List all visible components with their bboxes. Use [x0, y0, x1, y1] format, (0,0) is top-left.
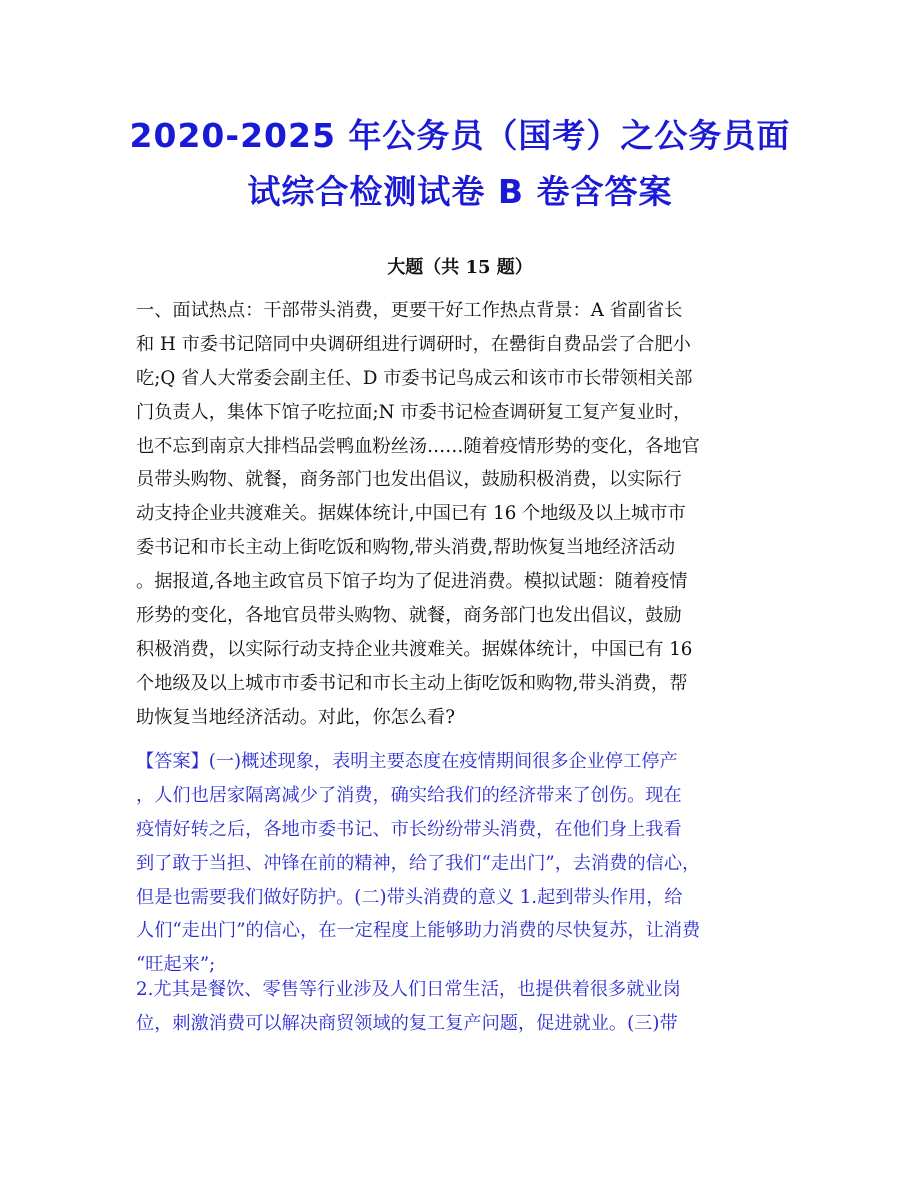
answer-line: 但是也需要我们做好防护。(二)带头消费的意义 1.起到带头作用，给 — [136, 886, 683, 908]
document-title — [120, 108, 800, 220]
question-line: 吃;Q 省人大常委会副主任、D 市委书记鸟成云和该市市长带领相关部 — [136, 367, 693, 389]
question-line: 形势的变化，各地官员带头购物、就餐，商务部门也发出倡议，鼓励 — [136, 605, 682, 627]
question-line: 员带头购物、就餐，商务部门也发出倡议，鼓励积极消费，以实际行 — [136, 469, 682, 491]
question-line: 门负责人，集体下馆子吃拉面;N 市委书记检查调研复工复产复业时， — [136, 401, 692, 423]
question-paragraph — [136, 294, 776, 735]
question-line: 助恢复当地经济活动。对此，你怎么看? — [136, 706, 455, 728]
question-line: 也不忘到南京大排档品尝鸭血粉丝汤……随着疫情形势的变化，各地官 — [136, 435, 700, 457]
answer-line: 到了敢于当担、冲锋在前的精神，给了我们“走出门”，去消费的信心， — [136, 852, 701, 874]
question-line: 积极消费，以实际行动支持企业共渡难关。据媒体统计，中国已有 16 — [136, 638, 693, 660]
answer-line: 疫情好转之后，各地市委书记、市长纷纷带头消费，在他们身上我看 — [136, 818, 682, 840]
answer-line: 【答案】(一)概述现象，表明主要态度在疫情期间很多企业停工停产 — [136, 751, 678, 772]
answer-line: 人们“走出门”的信心，在一定程度上能够助力消费的尽快复苏，让消费 — [136, 920, 701, 942]
answer-line: 位，刺激消费可以解决商贸领域的复工复产问题，促进就业。(三)带 — [136, 1012, 678, 1034]
section-heading: 大题（共 15 题） — [387, 257, 533, 278]
answer-line: “旺起来”; — [136, 954, 216, 976]
title-line-1: 2020-2025 年公务员（国考）之公务员面 — [129, 116, 791, 155]
question-line: 一、面试热点：干部带头消费，更要干好工作热点背景：A 省副省长 — [136, 300, 683, 321]
question-line: 个地级及以上城市市委书记和市长主动上街吃饭和购物,带头消费，帮 — [136, 672, 688, 694]
answer-line: ，人们也居家隔离减少了消费，确实给我们的经济带来了创伤。现在 — [136, 784, 682, 806]
answer-line: 2.尤其是餐饮、零售等行业涉及人们日常生活，也提供着很多就业岗 — [136, 979, 681, 1000]
question-line: 动支持企业共渡难关。据媒体统计,中国已有 16 个地级及以上城市市 — [136, 503, 686, 525]
question-line: 委书记和市长主动上街吃饭和购物,带头消费,帮助恢复当地经济活动 — [136, 537, 676, 559]
title-line-2: 试综合检测试卷 B 卷含答案 — [247, 172, 673, 211]
answer-continuation-paragraph — [136, 973, 776, 1041]
answer-paragraph — [136, 745, 776, 982]
question-line: 。据报道,各地主政官员下馆子均为了促进消费。模拟试题：随着疫情 — [136, 571, 688, 593]
question-line: 和 H 市委书记陪同中央调研组进行调研时，在罍街自费品尝了合肥小 — [136, 333, 691, 355]
